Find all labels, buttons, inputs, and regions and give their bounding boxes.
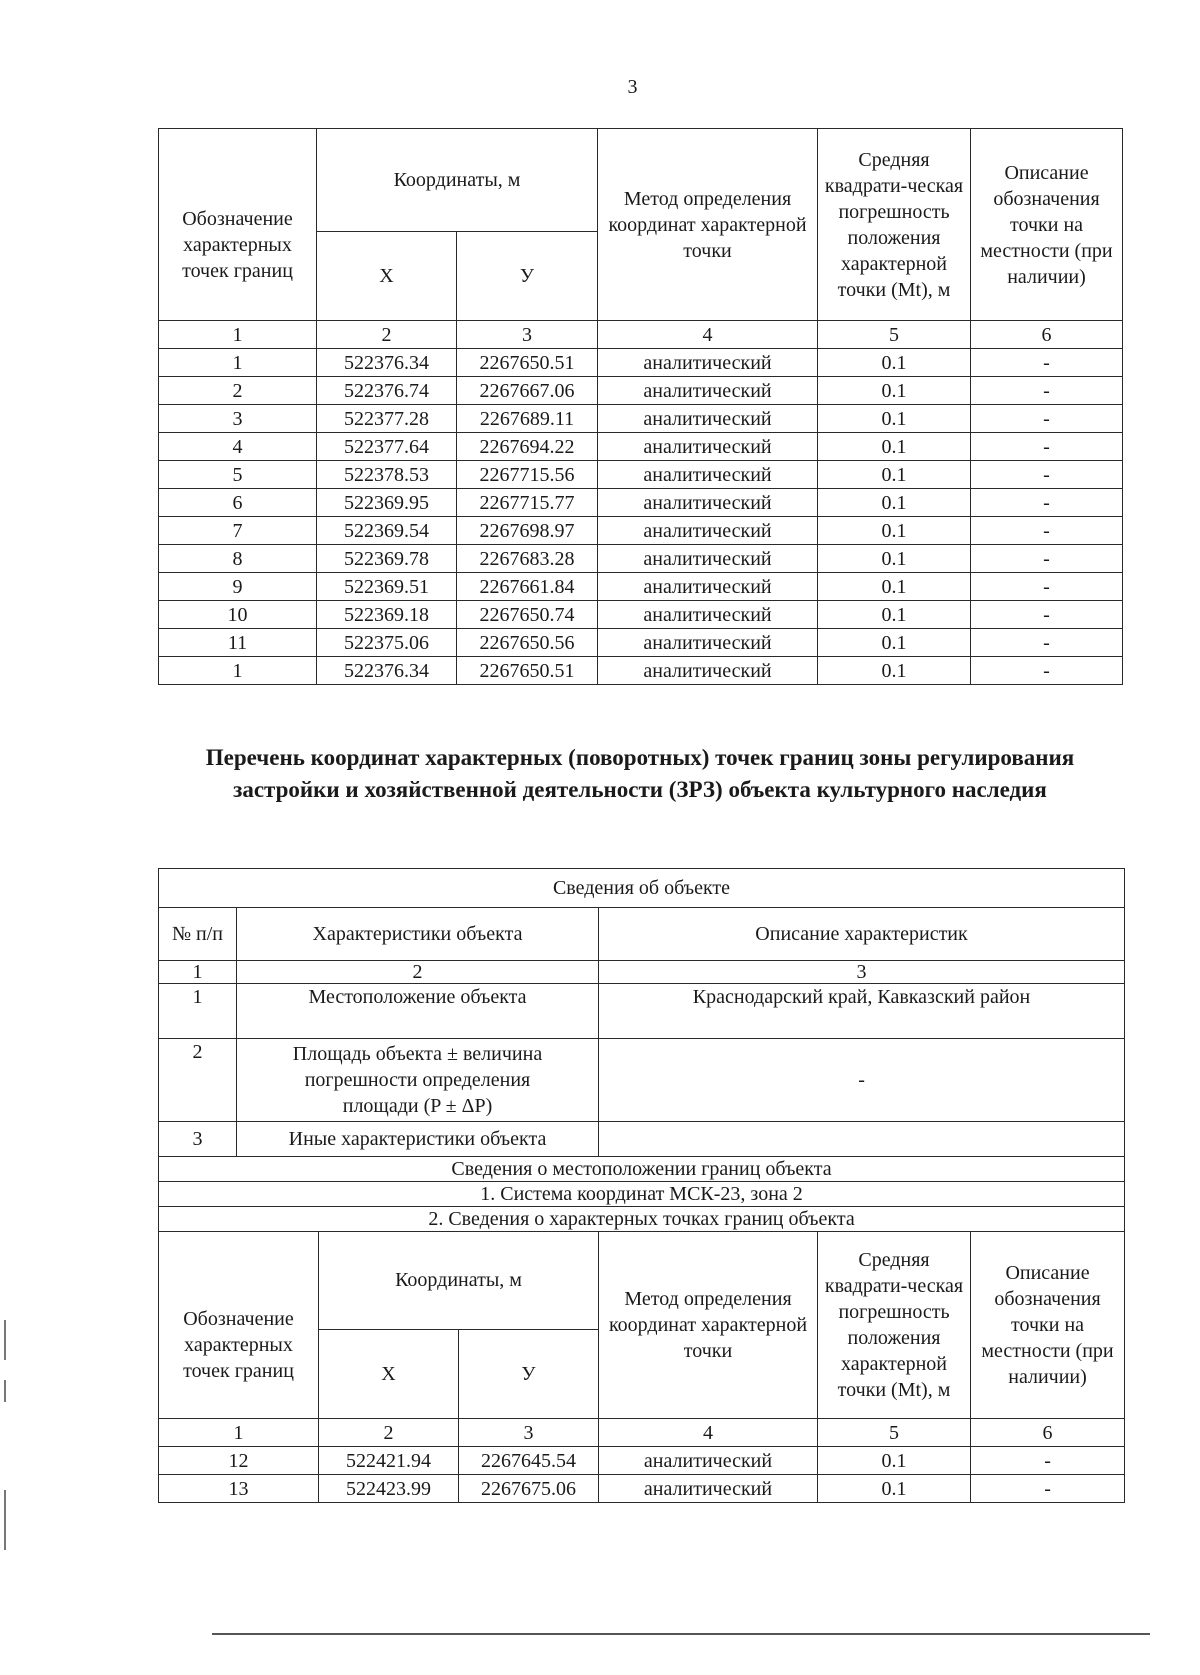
cell-coord-x: 522369.18 bbox=[317, 601, 457, 629]
cell-error: 0.1 bbox=[818, 1475, 971, 1503]
cell-error: 0.1 bbox=[818, 461, 971, 489]
cell-error: 0.1 bbox=[818, 349, 971, 377]
cell-description: - bbox=[971, 1475, 1125, 1503]
header-char-description: Описание характеристик bbox=[599, 908, 1125, 961]
header-point: Обозначение характерных точек границ bbox=[159, 1232, 319, 1419]
cell-point-id: 12 bbox=[159, 1447, 319, 1475]
header-characteristics: Характеристики объекта bbox=[237, 908, 599, 961]
cell-coord-y: 2267694.22 bbox=[457, 433, 598, 461]
cell-description: - bbox=[971, 601, 1123, 629]
col-number: 4 bbox=[598, 321, 818, 349]
cell-point-id: 4 bbox=[159, 433, 317, 461]
table-row bbox=[159, 433, 1123, 461]
header-x: Х bbox=[317, 232, 457, 321]
cell-description: - bbox=[971, 349, 1123, 377]
cell-method: аналитический bbox=[598, 629, 818, 657]
table-row bbox=[159, 377, 1123, 405]
cell-description: - bbox=[971, 657, 1123, 685]
info-row-name: Иные характеристики объекта bbox=[237, 1122, 599, 1157]
header-method: Метод определения координат характерной точки bbox=[599, 1232, 818, 1419]
cell-coord-y: 2267715.77 bbox=[457, 489, 598, 517]
cell-point-id: 13 bbox=[159, 1475, 319, 1503]
col-number: 2 bbox=[237, 961, 599, 984]
header-x: Х bbox=[319, 1329, 459, 1418]
header-y: У bbox=[457, 232, 598, 321]
cell-coord-x: 522376.34 bbox=[317, 349, 457, 377]
cell-description: - bbox=[971, 377, 1123, 405]
cell-error: 0.1 bbox=[818, 629, 971, 657]
cell-point-id: 9 bbox=[159, 573, 317, 601]
cell-coord-x: 522369.78 bbox=[317, 545, 457, 573]
col-number: 1 bbox=[159, 961, 237, 984]
cell-method: аналитический bbox=[599, 1447, 818, 1475]
info-row-num: 3 bbox=[159, 1122, 237, 1157]
header-description: Описание обозначения точки на местности (при наличии) bbox=[971, 1232, 1125, 1419]
cell-coord-y: 2267667.06 bbox=[457, 377, 598, 405]
header-num: № п/п bbox=[159, 908, 237, 961]
cell-coord-x: 522369.95 bbox=[317, 489, 457, 517]
cell-method: аналитический bbox=[598, 545, 818, 573]
cell-description: - bbox=[971, 405, 1123, 433]
cell-coord-y: 2267689.11 bbox=[457, 405, 598, 433]
cell-point-id: 5 bbox=[159, 461, 317, 489]
col-number: 5 bbox=[818, 321, 971, 349]
cell-coord-y: 2267650.56 bbox=[457, 629, 598, 657]
table-row bbox=[159, 1475, 1125, 1503]
cell-coord-x: 522423.99 bbox=[319, 1475, 459, 1503]
cell-point-id: 7 bbox=[159, 517, 317, 545]
table-row bbox=[159, 1447, 1125, 1475]
cell-point-id: 11 bbox=[159, 629, 317, 657]
scan-edge-mark bbox=[4, 1320, 6, 1360]
cell-coord-x: 522376.34 bbox=[317, 657, 457, 685]
cell-coord-x: 522421.94 bbox=[319, 1447, 459, 1475]
cell-point-id: 10 bbox=[159, 601, 317, 629]
table-row bbox=[159, 489, 1123, 517]
info-row-name: Площадь объекта ± величина погрешности определения площади (P ± ΔP) bbox=[237, 1039, 599, 1122]
cell-method: аналитический bbox=[598, 349, 818, 377]
table-row bbox=[159, 573, 1123, 601]
col-number: 4 bbox=[599, 1419, 818, 1447]
info-row-num: 1 bbox=[159, 984, 237, 1039]
cell-coord-y: 2267650.51 bbox=[457, 349, 598, 377]
cell-description: - bbox=[971, 629, 1123, 657]
cell-error: 0.1 bbox=[818, 517, 971, 545]
cell-coord-x: 522375.06 bbox=[317, 629, 457, 657]
cell-method: аналитический bbox=[599, 1475, 818, 1503]
object-info-title: Сведения об объекте bbox=[159, 869, 1125, 908]
cell-coord-y: 2267661.84 bbox=[457, 573, 598, 601]
header-description: Описание обозначения точки на местности (при наличии) bbox=[971, 129, 1123, 321]
col-number: 3 bbox=[459, 1419, 599, 1447]
cell-coord-y: 2267650.51 bbox=[457, 657, 598, 685]
cell-coord-x: 522376.74 bbox=[317, 377, 457, 405]
location-title: Сведения о местоположении границ объекта bbox=[159, 1157, 1125, 1182]
cell-error: 0.1 bbox=[818, 601, 971, 629]
column-number-row bbox=[159, 321, 1123, 349]
cell-description: - bbox=[971, 517, 1123, 545]
header-error: Средняя квадрати-ческая погрешность положения характерной точки (Mt), м bbox=[818, 129, 971, 321]
col-number: 3 bbox=[457, 321, 598, 349]
header-coords: Координаты, м bbox=[319, 1232, 599, 1330]
cell-point-id: 2 bbox=[159, 377, 317, 405]
col-number: 3 bbox=[599, 961, 1125, 984]
cell-coord-y: 2267683.28 bbox=[457, 545, 598, 573]
header-point: Обозначение характерных точек границ bbox=[159, 129, 317, 321]
boundary-points-table-1 bbox=[158, 128, 1123, 685]
cell-error: 0.1 bbox=[818, 433, 971, 461]
header-error: Средняя квадрати-ческая погрешность положения характерной точки (Mt), м bbox=[818, 1232, 971, 1419]
cell-method: аналитический bbox=[598, 377, 818, 405]
info-row-value: Краснодарский край, Кавказский район bbox=[599, 984, 1125, 1039]
cell-method: аналитический bbox=[598, 489, 818, 517]
cell-error: 0.1 bbox=[818, 573, 971, 601]
col-number: 2 bbox=[317, 321, 457, 349]
table-row bbox=[159, 601, 1123, 629]
col-number: 2 bbox=[319, 1419, 459, 1447]
info-row-name: Местоположение объекта bbox=[237, 984, 599, 1039]
cell-coord-y: 2267715.56 bbox=[457, 461, 598, 489]
cell-coord-y: 2267650.74 bbox=[457, 601, 598, 629]
col-number: 6 bbox=[971, 321, 1123, 349]
cell-error: 0.1 bbox=[818, 489, 971, 517]
cell-point-id: 1 bbox=[159, 349, 317, 377]
cell-error: 0.1 bbox=[818, 377, 971, 405]
header-coords: Координаты, м bbox=[317, 129, 598, 232]
table-row bbox=[159, 629, 1123, 657]
column-number-row bbox=[159, 1419, 1125, 1447]
section-heading: Перечень координат характерных (поворотных) точек границ зоны регулирования застройки и хозяйственной деятельности (ЗРЗ) объекта культурного наследия bbox=[205, 745, 1075, 802]
table-row bbox=[159, 657, 1123, 685]
bottom-rule bbox=[212, 1633, 1150, 1635]
cell-error: 0.1 bbox=[818, 1447, 971, 1475]
cell-coord-x: 522377.28 bbox=[317, 405, 457, 433]
header-y: У bbox=[459, 1329, 599, 1418]
cell-description: - bbox=[971, 573, 1123, 601]
cell-point-id: 3 bbox=[159, 405, 317, 433]
scan-edge-mark bbox=[4, 1490, 6, 1550]
col-number: 6 bbox=[971, 1419, 1125, 1447]
cell-coord-y: 2267675.06 bbox=[459, 1475, 599, 1503]
col-number: 5 bbox=[818, 1419, 971, 1447]
page-number: 3 bbox=[627, 76, 638, 98]
info-row-num: 2 bbox=[159, 1039, 237, 1122]
header-method: Метод определения координат характерной точки bbox=[598, 129, 818, 321]
coord-system: 1. Система координат МСК-23, зона 2 bbox=[159, 1182, 1125, 1207]
cell-coord-x: 522369.54 bbox=[317, 517, 457, 545]
col-number: 1 bbox=[159, 321, 317, 349]
cell-error: 0.1 bbox=[818, 405, 971, 433]
cell-description: - bbox=[971, 461, 1123, 489]
table-row bbox=[159, 517, 1123, 545]
scan-edge-mark bbox=[4, 1380, 6, 1402]
points-title: 2. Сведения о характерных точках границ объекта bbox=[159, 1207, 1125, 1232]
cell-coord-x: 522369.51 bbox=[317, 573, 457, 601]
col-number: 1 bbox=[159, 1419, 319, 1447]
cell-description: - bbox=[971, 545, 1123, 573]
cell-coord-y: 2267645.54 bbox=[459, 1447, 599, 1475]
cell-method: аналитический bbox=[598, 405, 818, 433]
cell-method: аналитический bbox=[598, 517, 818, 545]
table-row bbox=[159, 545, 1123, 573]
info-row-value bbox=[599, 1122, 1125, 1157]
table-row bbox=[159, 405, 1123, 433]
cell-coord-x: 522377.64 bbox=[317, 433, 457, 461]
cell-description: - bbox=[971, 1447, 1125, 1475]
cell-error: 0.1 bbox=[818, 657, 971, 685]
object-info-table bbox=[158, 868, 1125, 1503]
cell-point-id: 6 bbox=[159, 489, 317, 517]
cell-method: аналитический bbox=[598, 573, 818, 601]
cell-coord-x: 522378.53 bbox=[317, 461, 457, 489]
cell-method: аналитический bbox=[598, 657, 818, 685]
cell-description: - bbox=[971, 489, 1123, 517]
cell-point-id: 8 bbox=[159, 545, 317, 573]
cell-coord-y: 2267698.97 bbox=[457, 517, 598, 545]
cell-point-id: 1 bbox=[159, 657, 317, 685]
cell-error: 0.1 bbox=[818, 545, 971, 573]
cell-method: аналитический bbox=[598, 433, 818, 461]
cell-method: аналитический bbox=[598, 601, 818, 629]
cell-description: - bbox=[971, 433, 1123, 461]
info-row-value: - bbox=[599, 1039, 1125, 1122]
cell-method: аналитический bbox=[598, 461, 818, 489]
table-row bbox=[159, 461, 1123, 489]
table-row bbox=[159, 349, 1123, 377]
